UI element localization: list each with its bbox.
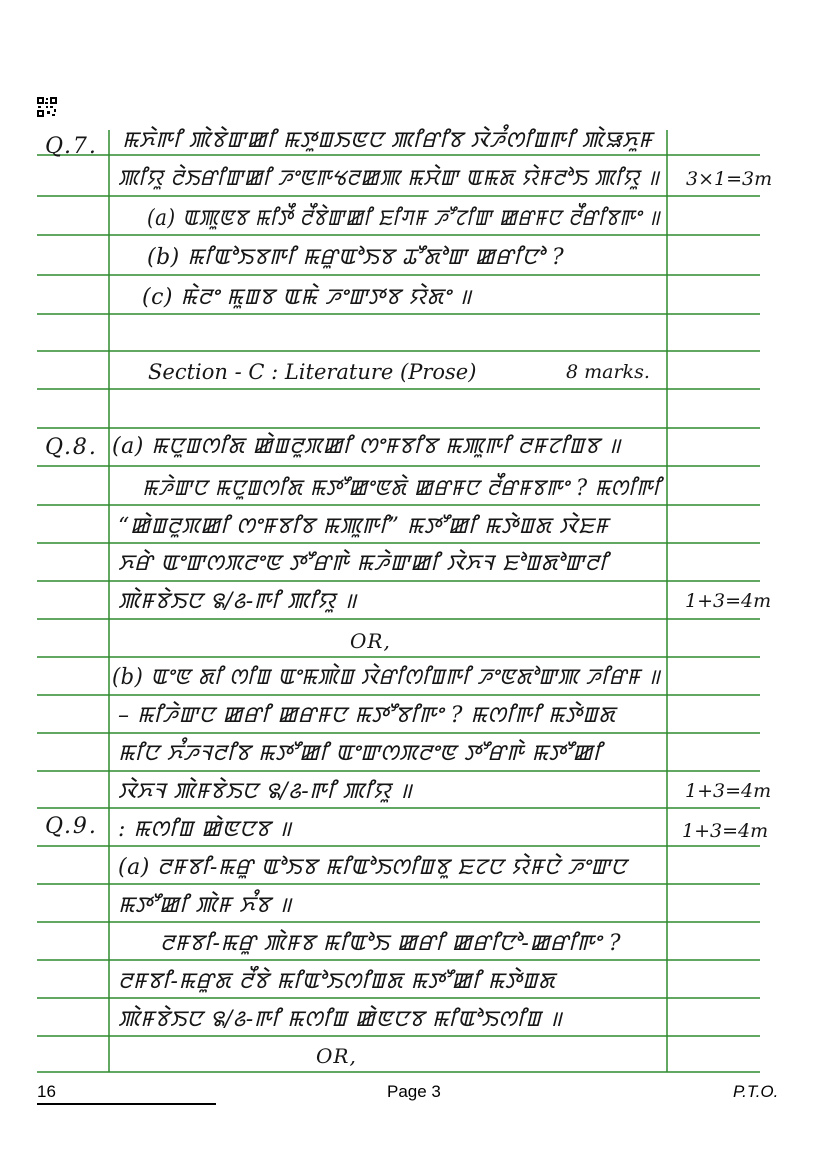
answer-line: (a) ꯑꯄꯨꯟꯕ ꯃꯤꯇꯩ ꯂꯩꯕꯥꯛꯀꯤ ꯐꯤꯚꯝ ꯍꯧꯖꯤꯛ ꯀꯔꯝꯅ ꯂꯩꯔꯤꯕꯒꯦ ॥ (147, 206, 661, 231)
answer-line: “ꯀꯥꯡꯂꯨꯞꯀꯤ ꯁꯦꯝꯕꯤꯕ ꯃꯄꯨꯒꯤ” ꯃꯇꯧꯀꯤ ꯃꯇꯥꯡꯗ ꯋꯥꯐꯝ (118, 514, 609, 539)
answer-line: ꯄꯥꯝꯕꯥꯏꯅ ꯲/꯴-ꯒꯤ ꯄꯤꯌꯨ ॥ (118, 589, 357, 614)
or-divider: OR, (350, 629, 391, 653)
answer-line: ꯃꯈꯥꯒꯤ ꯄꯥꯕꯥꯛꯀꯤ ꯃꯇꯨꯡꯏꯟꯅ ꯄꯤꯔꯤꯕ ꯋꯥꯍꯪꯁꯤꯡꯒꯤ ꯄꯥꯎꯈꯨꯝ (122, 128, 653, 153)
footer-rule (37, 1103, 216, 1105)
answer-line: (b) ꯃꯤꯑꯣꯏꯕꯒꯤ ꯃꯔꯨꯑꯣꯏꯕ ꯊꯧꯗꯣꯛ ꯀꯔꯤꯅꯣ ? (147, 245, 565, 270)
answer-line: ꯂꯝꯕꯤ-ꯃꯔꯨꯗ ꯂꯩꯕꯥ ꯃꯤꯑꯣꯏꯁꯤꯡꯗ ꯃꯇꯧꯀꯤ ꯃꯇꯥꯡꯗ (118, 969, 556, 994)
answer-line: : ꯃꯁꯤꯡ ꯀꯥꯟꯅꯕ ॥ (118, 817, 292, 842)
answer-line: ꯃꯍꯥꯛꯅ ꯃꯅꯨꯡꯁꯤꯗ ꯃꯇꯧꯀꯦꯟꯗꯥ ꯀꯔꯝꯅ ꯂꯩꯔꯝꯕꯒꯦ ? ꯃꯁꯤꯒꯤ (142, 476, 661, 501)
answer-line: ꯃꯇꯧꯀꯤ ꯄꯥꯝ ꯈꯪꯕ ॥ (118, 893, 292, 918)
marks-q9a: 1+3=4m (682, 820, 769, 842)
footer-page-number: Page 3 (387, 1082, 441, 1101)
section-heading: Section - C : Literature (Prose) (148, 360, 477, 384)
answer-line: ꯂꯝꯕꯤ-ꯃꯔꯨ ꯄꯥꯝꯕ ꯃꯤꯑꯣꯏ ꯀꯔꯤ ꯀꯔꯤꯅꯣ-ꯀꯔꯤꯒꯦ ? (160, 931, 622, 956)
question-number-7: Q.7. (45, 134, 98, 159)
footer-pto: P.T.O. (733, 1082, 779, 1101)
answer-line: (b) ꯑꯦꯟ ꯗꯤ ꯁꯤꯡ ꯑꯦꯃꯄꯥꯡ ꯋꯥꯔꯤꯁꯤꯡꯒꯤ ꯍꯦꯟꯗꯣꯛꯄ ꯍꯤꯔꯝ ॥ (112, 665, 661, 690)
question-number-9: Q.9. (45, 814, 98, 839)
answer-line: ꯈꯔꯥ ꯑꯦꯛꯁꯞꯂꯦꯟ ꯇꯧꯔꯒꯥ ꯃꯍꯥꯛꯀꯤ ꯋꯥꯈꯜ ꯐꯣꯡꯗꯣꯛꯂꯤ (118, 551, 608, 576)
marks-q8b: 1+3=4m (685, 780, 772, 802)
or-divider: OR, (316, 1044, 357, 1068)
answer-line: ꯋꯥꯈꯜ ꯄꯥꯝꯕꯥꯏꯅ ꯲/꯴-ꯒꯤ ꯄꯤꯌꯨ ॥ (118, 779, 413, 804)
marks-q8a: 1+3=4m (685, 590, 772, 612)
answer-line: (c) ꯃꯥꯂꯦ ꯃꯨꯡꯕ ꯑꯃꯥ ꯍꯦꯛꯇꯕ ꯌꯥꯗꯦ ॥ (142, 285, 472, 310)
answer-line: (a) ꯃꯅꯨꯡꯁꯤꯗ ꯀꯥꯡꯂꯨꯞꯀꯤ ꯁꯦꯝꯕꯤꯕ ꯃꯄꯨꯒꯤ ꯂꯝꯖꯤꯡꯕ ॥ (112, 434, 622, 459)
answer-line: ꯃꯤꯅ ꯈꯪꯍꯜꯂꯤꯕ ꯃꯇꯧꯀꯤ ꯑꯦꯛꯁꯞꯂꯦꯟ ꯇꯧꯔꯒꯥ ꯃꯇꯧꯀꯤ (118, 741, 602, 766)
question-number-8: Q.8. (45, 435, 98, 460)
answer-line: ꯄꯥꯝꯕꯥꯏꯅ ꯲/꯴-ꯒꯤ ꯃꯁꯤꯡ ꯀꯥꯟꯅꯕ ꯃꯤꯑꯣꯏꯁꯤꯡ ॥ (118, 1007, 563, 1032)
footer-page-code: 16 (37, 1082, 56, 1101)
section-marks: 8 marks. (566, 361, 650, 383)
answer-line: – ꯃꯤꯍꯥꯛꯅ ꯀꯔꯤ ꯀꯔꯝꯅ ꯃꯇꯧꯕꯤꯒꯦ ? ꯃꯁꯤꯒꯤ ꯃꯇꯥꯡꯗ (118, 703, 616, 728)
answer-line: (a) ꯂꯝꯕꯤ-ꯃꯔꯨ ꯑꯣꯏꯕ ꯃꯤꯑꯣꯏꯁꯤꯡꯕꯨ ꯐꯖꯅ ꯌꯥꯝꯅꯥ ꯍꯦꯛꯅ (118, 855, 627, 880)
marks-q7: 3×1=3m (686, 168, 773, 190)
answer-line: ꯄꯤꯌꯨ ꯂꯥꯏꯔꯤꯛꯀꯤ ꯍꯦꯟꯒꯠꯂꯀꯄ ꯃꯆꯥꯛ ꯑꯃꯗ ꯌꯥꯝꯂꯣꯏ ꯄꯤꯌꯨ ॥ (118, 166, 660, 191)
